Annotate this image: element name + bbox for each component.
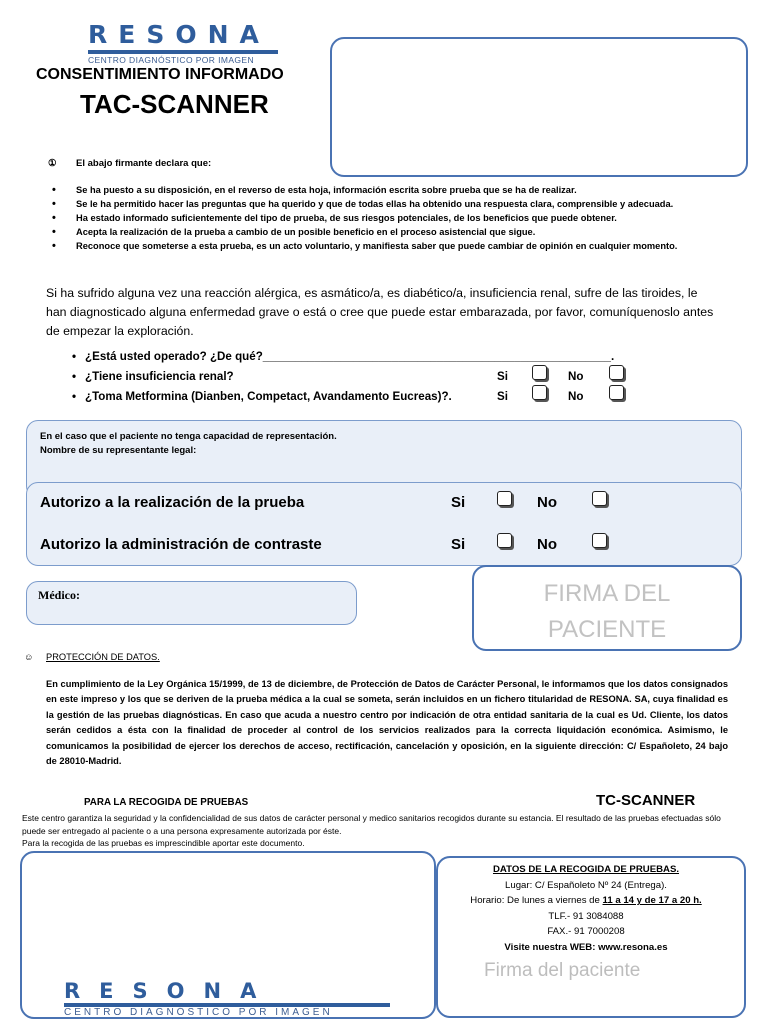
authorization-contrast-si-label: Si: [451, 536, 466, 553]
logo-bar: [88, 50, 278, 54]
metformina-no-label: No: [568, 390, 584, 403]
pickup-hours-prefix: Horario: De lunes a viernes de: [470, 895, 603, 907]
renal-no-checkbox[interactable]: [609, 365, 624, 380]
pickup-signature-label: Firma del paciente: [484, 960, 641, 981]
list-item: • Se ha puesto a su disposición, en el reverso de esta hoja, información escrita sobre prueba que se ha de realizar.: [52, 183, 728, 197]
declaration-intro-text: El abajo firmante declara que:: [76, 158, 212, 169]
pickup-details-title: DATOS DE LA RECOGIDA DE PRUEBAS.: [492, 864, 680, 875]
question-renal: ¿Tiene insuficiencia renal?: [85, 370, 234, 383]
medical-questions: [72, 350, 702, 410]
pickup-web: Visite nuestra WEB: www.resona.es: [504, 941, 668, 953]
list-item: • Se le ha permitido hacer las preguntas que ha querido y que de todas ellas ha obtenido una respuesta clara, comprensible y adecuada.: [52, 197, 728, 211]
declaration-intro: [48, 158, 211, 169]
declaration-list: [52, 183, 728, 253]
pickup-exam: TC-SCANNER: [596, 792, 696, 809]
question-row: • ¿Está usted operado? ¿De qué?______________________________________________________.: [72, 350, 615, 363]
patient-signature-label: [474, 576, 740, 648]
authorization-contrast-no-label: No: [537, 536, 557, 553]
circled-one-icon: ①: [48, 158, 57, 169]
medico-label: Médico:: [38, 588, 80, 602]
question-row: • ¿Tiene insuficiencia renal? Si No: [72, 370, 584, 383]
patient-label-box[interactable]: [330, 37, 748, 177]
renal-no-label: No: [568, 370, 584, 383]
list-item: • Ha estado informado suficientemente del tipo de prueba, de sus riesgos potenciales, de los beneficios que puede obtener.: [52, 211, 728, 225]
list-item: • Acepta la realización de la prueba a cambio de un posible beneficio en el proceso asistencial que sigue.: [52, 225, 728, 239]
representative-text: [40, 430, 337, 458]
data-protection-heading: [24, 652, 160, 662]
list-item: • Reconoce que someterse a esta prueba, es un acto voluntario, y manifiesta saber que puede cambiar de opinión en cualquier momento.: [52, 239, 728, 253]
pickup-fax: FAX.- 91 7000208: [547, 926, 625, 938]
logo-tagline: CENTRO DIAGNÓSTICO POR IMAGEN: [88, 55, 255, 65]
pickup-details: [446, 862, 726, 956]
signature-line2: PACIENTE: [547, 616, 667, 643]
pickup-hours: [446, 893, 726, 909]
authorization-test-si-checkbox[interactable]: [497, 491, 512, 506]
question-operated: ¿Está usted operado? ¿De qué?______________________________________________________.: [85, 350, 615, 363]
smiley-icon: ☺: [24, 652, 34, 662]
metformina-si-checkbox[interactable]: [532, 385, 547, 400]
logo-wordmark: RESONA: [88, 20, 270, 49]
representative-line2: Nombre de su representante legal:: [40, 445, 197, 456]
question-row: • ¿Toma Metformina (Dianben, Competact, Avandamento Eucreas)?. Si No: [72, 390, 584, 403]
metformina-no-checkbox[interactable]: [609, 385, 624, 400]
authorization-contrast-label: Autorizo la administración de contraste: [40, 536, 322, 553]
allergy-paragraph: Si ha sufrido alguna vez una reacción alérgica, es asmático/a, es diabético/a, insuficiencia renal, sufre de las tiroides, le han diagnosticado alguna enfermedad grave o está o cree que puede estar embarazada, por favor, comuníquenoslo antes de empezar la exploración.: [46, 286, 714, 338]
pickup-hours-value: 11 a 14 y de 17 a 20 h.: [602, 895, 702, 907]
resona-logo: [88, 22, 280, 65]
renal-si-label: Si: [497, 370, 508, 383]
authorization-contrast-no-checkbox[interactable]: [592, 533, 607, 548]
authorization-test-label: Autorizo a la realización de la prueba: [40, 494, 305, 511]
logo-wordmark-bottom: RESONA: [64, 979, 276, 1003]
document-title: CONSENTIMIENTO INFORMADO: [36, 66, 284, 83]
logo-tagline-bottom: CENTRO DIAGNÓSTICO POR IMAGEN: [64, 1007, 333, 1018]
authorization-test-no-label: No: [537, 494, 557, 511]
representative-line1: En el caso que el paciente no tenga capacidad de representación.: [40, 431, 337, 442]
question-metformina: ¿Toma Metformina (Dianben, Competact, Avandamento Eucreas)?.: [85, 390, 452, 403]
pickup-title: PARA LA RECOGIDA DE PRUEBAS: [84, 797, 249, 808]
authorization-test-si-label: Si: [451, 494, 466, 511]
signature-line1: FIRMA DEL: [543, 580, 671, 607]
renal-si-checkbox[interactable]: [532, 365, 547, 380]
pickup-text-line1: Este centro garantiza la seguridad y la confidencialidad de sus datos de carácter personal y medico sanitarios recogidos durante su estancia. El resultado de las pruebas efectuadas sólo puede ser entregado al paciente o a una persona expresamente autorizada por éste.: [22, 813, 721, 836]
pickup-place: Lugar: C/ Españoleto Nº 24 (Entrega).: [505, 879, 667, 891]
pickup-text: [22, 812, 726, 850]
authorization-test-no-checkbox[interactable]: [592, 491, 607, 506]
data-protection-text: En cumplimiento de la Ley Orgánica 15/1999, de 13 de diciembre, de Protección de Datos de Carácter Personal, le informamos que los datos consignados en este impreso y los que se deriven de la prueba médica a la cual se someta, serán incluidos en un fichero titularidad de RESONA. SA, cuya finalidad es la gestión de las pruebas diagnósticas. En caso que acuda a nuestro centro por indicación de otra entidad sanitaria de la cual es Ud. Cliente, los datos serán cedidos a ésta con la finalidad de proceder al control de los servicios realizados para la correcta liquidación económica. Asimismo, le comunicamos la posibilidad de ejercer los derechos de acceso, rectificación, cancelación y oposición, en la siguiente dirección: C/ Españoleto, 24 bajo de 28010-Madrid.: [46, 679, 728, 767]
data-protection-title: PROTECCIÓN DE DATOS.: [46, 652, 160, 662]
document-subtitle: TAC-SCANNER: [80, 89, 269, 119]
pickup-text-line2: Para la recogida de las pruebas es imprescindible aportar este documento.: [22, 838, 305, 848]
pickup-tel: TLF.- 91 3084088: [548, 910, 624, 922]
resona-logo-bottom: [64, 980, 394, 1018]
authorization-contrast-si-checkbox[interactable]: [497, 533, 512, 548]
metformina-si-label: Si: [497, 390, 508, 403]
